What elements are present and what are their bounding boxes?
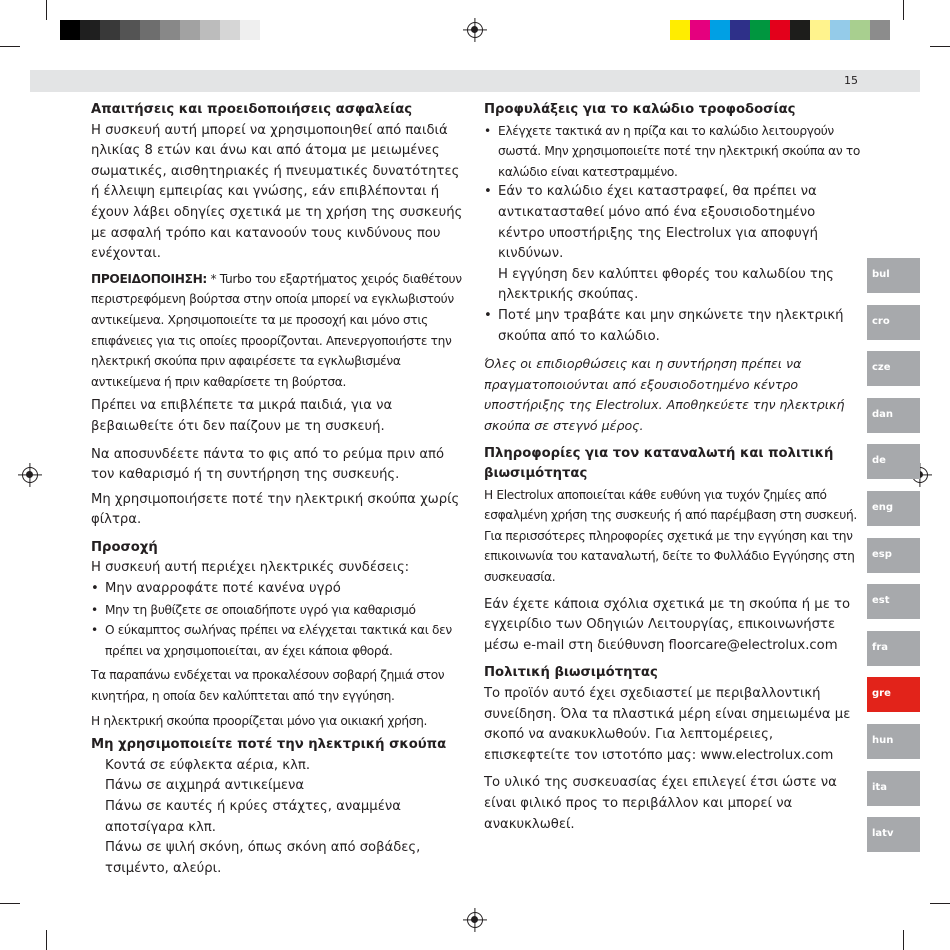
list-item: • Μην τη βυθίζετε σε οποιαδήποτε υγρό για καθαρισμό: [91, 600, 471, 621]
language-tab-fra[interactable]: fra: [867, 631, 920, 666]
crop-mark: [46, 930, 47, 950]
crop-mark: [930, 46, 950, 47]
color-swatch: [80, 20, 100, 40]
language-tab-hun[interactable]: hun: [867, 724, 920, 759]
crop-mark: [0, 903, 20, 904]
left-column: [91, 100, 471, 879]
language-tab-latv[interactable]: latv: [867, 817, 920, 852]
color-swatch: [690, 20, 710, 40]
language-tab-est[interactable]: est: [867, 584, 920, 619]
color-swatch: [870, 20, 890, 40]
color-swatch: [220, 20, 240, 40]
language-tab-cro[interactable]: cro: [867, 305, 920, 340]
page-number: 15: [844, 74, 858, 87]
never-use-list: [91, 756, 471, 880]
warning-label: ΠΡΟΕΙΔΟΠΟΙΗΣΗ:: [91, 271, 207, 286]
list-item: Πάνω σε καυτές ή κρύες στάχτες, αναμμένα αποτσίγαρα κλπ.: [105, 799, 401, 835]
registration-mark-icon: [22, 467, 38, 483]
caution-intro: Η συσκευή αυτή περιέχει ηλεκτρικές συνδέσεις:: [91, 560, 410, 576]
list-item: • Ελέγχετε τακτικά αν η πρίζα και το καλώδιο λειτουργούν σωστά. Μην χρησιμοποιείτε ποτέ την ηλεκτρική σκούπα αν το καλώδιο είναι κατεστραμμένο.: [484, 121, 862, 183]
color-swatch: [180, 20, 200, 40]
crop-mark: [903, 0, 904, 20]
language-tab-esp[interactable]: esp: [867, 538, 920, 573]
repairs-paragraph: Όλες οι επιδιορθώσεις και η συντήρηση πρέπει να πραγματοποιούνται από εξουσιοδοτημένο κέντρο υποστήριξης της Electrolux. Αποθηκεύετε την ηλεκτρική σκούπα σε στεγνό μέρος.: [484, 356, 845, 433]
color-swatch: [770, 20, 790, 40]
right-column: [484, 100, 862, 835]
color-swatch: [830, 20, 850, 40]
color-swatch: [200, 20, 220, 40]
unplug-paragraph: Να αποσυνδέετε πάντα το φις από το ρεύμα πριν από τον καθαρισμό ή τη συντήρηση της συσκευής.: [91, 446, 445, 483]
consumer-heading: Πληροφορίες για τον καταναλωτή και πολιτική βιωσιμότητας: [484, 445, 834, 482]
list-item-text: Εάν το καλώδιο έχει καταστραφεί, θα πρέπει να αντικατασταθεί μόνο από ένα εξουσιοδοτημένο κέντρο υποστήριξης της Electrolux για αποφυγή κινδύνων.: [498, 184, 818, 262]
process-color-bar: [670, 20, 890, 40]
warning-paragraph: [91, 269, 471, 393]
caution-list: [91, 579, 471, 661]
packaging-paragraph: Το υλικό της συσκευασίας έχει επιλεγεί έτσι ώστε να είναι φιλικό προς το περιβάλλον και μπορεί να ανακυκλωθεί.: [484, 775, 837, 832]
sustainability-heading: Πολιτική βιωσιμότητας: [484, 665, 658, 681]
color-swatch: [240, 20, 260, 40]
crop-mark: [0, 46, 20, 47]
household-paragraph: Η ηλεκτρική σκούπα προορίζεται μόνο για οικιακή χρήση.: [91, 713, 428, 728]
caution-heading: Προσοχή: [91, 539, 158, 555]
color-swatch: [100, 20, 120, 40]
color-swatch: [120, 20, 140, 40]
color-swatch: [670, 20, 690, 40]
list-item: Κοντά σε εύφλεκτα αέρια, κλπ.: [105, 757, 311, 773]
language-tab-bul[interactable]: bul: [867, 258, 920, 293]
language-tab-ita[interactable]: ita: [867, 771, 920, 806]
language-tab-eng[interactable]: eng: [867, 491, 920, 526]
sustainability-paragraph: Το προϊόν αυτό έχει σχεδιαστεί με περιβαλλοντική συνείδηση. Όλα τα πλαστικά μέρη είναι σημειωμένα με σκοπό να ανακυκλωθούν. Για λεπτομέρειες, επισκεφτείτε τον ιστοτόπο μας: www.electrolux.com: [484, 686, 851, 763]
cable-warranty-note: Η εγγύηση δεν καλύπτει φθορές του καλωδίου της ηλεκτρικής σκούπας.: [498, 266, 834, 303]
list-item: [484, 182, 862, 306]
safety-heading: Απαιτήσεις και προειδοποιήσεις ασφαλείας: [91, 102, 413, 117]
list-item: • Ο εύκαμπτος σωλήνας πρέπει να ελέγχεται τακτικά και δεν πρέπει να χρησιμοποιείται, αν έχει κάποια φθορά.: [91, 620, 471, 661]
color-swatch: [60, 20, 80, 40]
list-item: • Μην αναρροφάτε ποτέ κανένα υγρό: [91, 579, 471, 600]
grayscale-color-bar: [60, 20, 260, 40]
list-item: • Ποτέ μην τραβάτε και μην σηκώνετε την ηλεκτρική σκούπα από το καλώδιο.: [484, 306, 862, 347]
safety-paragraph: Η συσκευή αυτή μπορεί να χρησιμοποιηθεί από παιδιά ηλικίας 8 ετών και άνω και από άτομα με μειωμένες σωματικές, αισθητηριακές ή πνευματικές δυνατότητες ή έλλειψη εμπειρίας και γνώσης, εάν επιβλέπονται ή έχουν λάβει οδηγίες σχετικά με τη χρήση της συσκευής με ασφαλή τρόπο και κατανοούν τους κινδύνους που ενέχονται.: [91, 122, 463, 262]
color-swatch: [140, 20, 160, 40]
list-item: Πάνω σε αιχμηρά αντικείμενα: [105, 778, 305, 794]
warning-text: * Turbo του εξαρτήματος χειρός διαθέτουν περιστρεφόμενη βούρτσα στην οποία μπορεί να εγκλωβιστούν αντικείμενα. Χρησιμοποιείτε τα με προσοχή και μόνο στις επιφάνειες για τις οποίες προορίζονται. Απενεργοποιήστε την ηλεκτρική σκούπα πριν αφαιρέσετε τα εγκλωβισμένα αντικείμενα ή πριν καθαρίσετε τη βούρτσα.: [91, 271, 462, 389]
cable-heading: Προφυλάξεις για το καλώδιο τροφοδοσίας: [484, 102, 796, 117]
language-tab-cze[interactable]: cze: [867, 351, 920, 386]
filters-paragraph: Μη χρησιμοποιήσετε ποτέ την ηλεκτρική σκούπα χωρίς φίλτρα.: [91, 491, 460, 528]
crop-mark: [903, 930, 904, 950]
color-swatch: [850, 20, 870, 40]
list-item: Πάνω σε ψιλή σκόνη, όπως σκόνη από σοβάδες, τσιμέντο, αλεύρι.: [105, 840, 421, 876]
color-swatch: [160, 20, 180, 40]
color-swatch: [810, 20, 830, 40]
consumer-paragraph: Η Electrolux αποποιείται κάθε ευθύνη για τυχόν ζημίες από εσφαλμένη χρήση της συσκευής ή από παρέμβαση στη συσκευή. Για περισσότερες πληροφορίες σχετικά με την εγγύηση και την επικοινωνία του καταναλωτή, δείτε το Φυλλάδιο Εγγύησης στη συσκευασία.: [484, 487, 857, 585]
color-swatch: [710, 20, 730, 40]
color-swatch: [730, 20, 750, 40]
header-band: [30, 70, 920, 92]
color-swatch: [750, 20, 770, 40]
crop-mark: [46, 0, 47, 20]
crop-mark: [930, 903, 950, 904]
registration-mark-icon: [467, 912, 483, 928]
language-tab-dan[interactable]: dan: [867, 398, 920, 433]
language-tab-de[interactable]: de: [867, 444, 920, 479]
damage-paragraph: Τα παραπάνω ενδέχεται να προκαλέσουν σοβαρή ζημιά στον κινητήρα, η οποία δεν καλύπτεται από την εγγύηση.: [91, 668, 445, 704]
registration-mark-icon: [467, 22, 483, 38]
language-tab-gre[interactable]: gre: [867, 677, 920, 712]
color-swatch: [790, 20, 810, 40]
children-paragraph: Πρέπει να επιβλέπετε τα μικρά παιδιά, για να βεβαιωθείτε ότι δεν παίζουν με τη συσκευή.: [91, 398, 393, 434]
contact-paragraph: Εάν έχετε κάποια σχόλια σχετικά με τη σκούπα ή με το εγχειρίδιο των Οδηγιών Λειτουργίας, επικοινωνήστε μέσω e-mail στη διεύθυνση floorcare@electrolux.com: [484, 596, 851, 653]
never-use-heading: Μη χρησιμοποιείτε ποτέ την ηλεκτρική σκούπα: [91, 737, 447, 753]
language-tabs: [867, 258, 920, 864]
cable-list: [484, 121, 862, 348]
